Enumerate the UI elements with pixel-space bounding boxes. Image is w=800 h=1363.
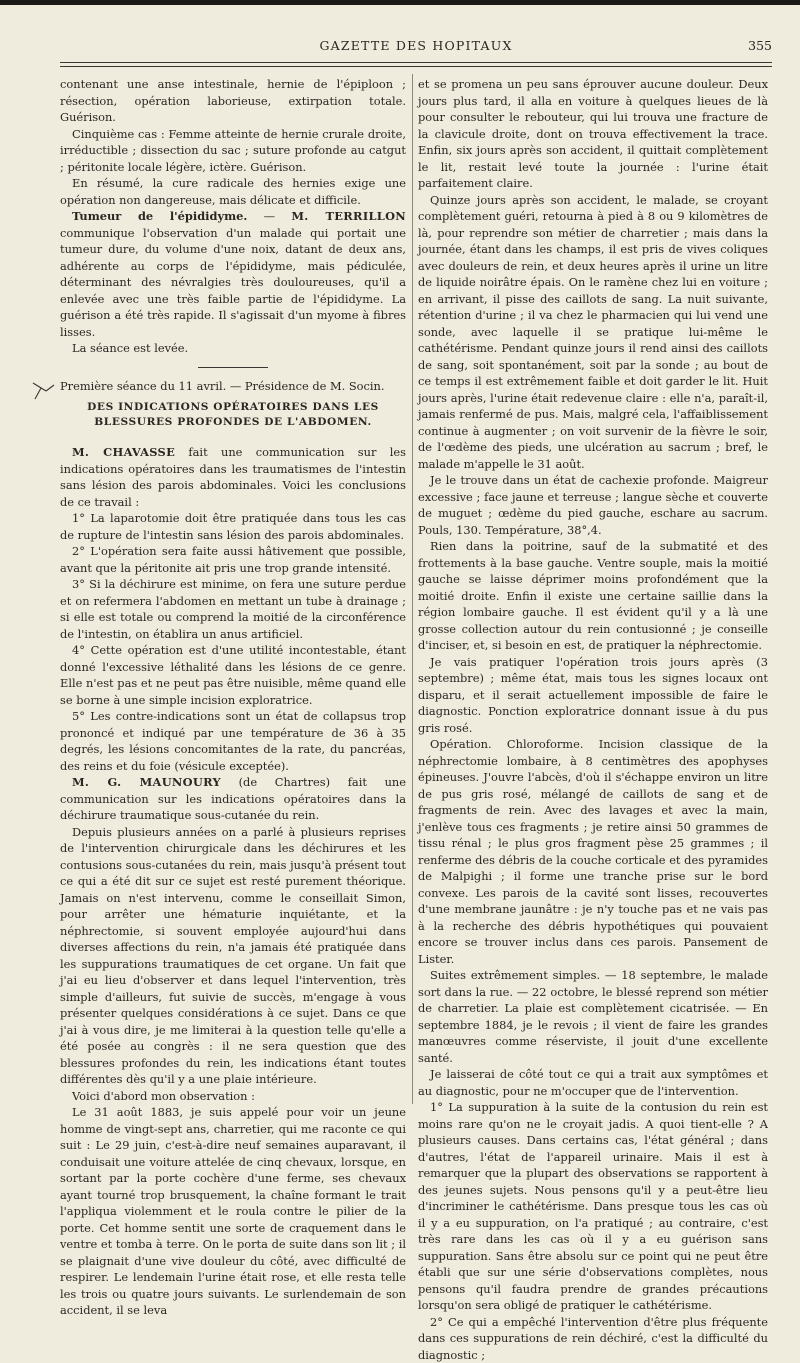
right-column bbox=[418, 76, 768, 1363]
paragraph: Je laisserai de côté tout ce qui a trait aux symptômes et au diagnostic, pour ne m'occuper que de l'intervention. bbox=[418, 1066, 768, 1099]
speaker-name: M. CHAVASSE bbox=[72, 445, 175, 459]
column-divider bbox=[412, 74, 413, 1104]
paragraph: Suites extrêmement simples. — 18 septembre, le malade sort dans la rue. — 22 octobre, le blessé reprend son métier de charretier. La plaie est complètement cicatrisée. — En septembre 1884, je le revois ; il vient de faire les grandes manœuvres comme réserviste, il jouit d'une excellente santé. bbox=[418, 967, 768, 1066]
closing-line: La séance est levée. bbox=[60, 340, 406, 357]
paragraph-epididyme: Tumeur de l'épididyme. — M. TERRILLON communique l'observation d'un malade qui portait une tumeur dure, du volume d'une noix, datant de deux ans, adhérente au corps de l'épididyme, mais pédiculée, déterminant des névralgies très douloureuses, qu'il a enlevée avec une très faible partie de l'épididyme. La guérison a été très rapide. Il s'agissait d'un myome à fibres lisses. bbox=[60, 208, 406, 340]
conclusion-item: 5° Les contre-indications sont un état de collapsus trop prononcé et indiqué par une température de 36 à 35 degrés, les lésions concomitantes de la rate, du pancréas, des reins et du foie (vésicule exceptée). bbox=[60, 708, 406, 774]
paragraph: 1° La suppuration à la suite de la contusion du rein est moins rare qu'on ne le croyait jadis. A quoi tient-elle ? A plusieurs causes. Dans certains cas, l'état général ; dans d'autres, l'état de l'appareil urinaire. Mais il est à remarquer que la plupart des observations se rapportent à des jeunes sujets. Nous pensons qu'il y a peut-être lieu d'incriminer le cathétérisme. Dans presque tous les cas où il y a eu suppuration, on l'a pratiqué ; au contraire, c'est très rare dans les cas où il y a eu guérison sans suppuration. Sans être absolu sur ce point qui ne peut être établi que sur une série d'observations complètes, nous pensons qu'il faudra prendre de grandes précautions lorsqu'on sera obligé de pratiquer le cathétérisme. bbox=[418, 1099, 768, 1314]
left-column bbox=[60, 76, 406, 1319]
paragraph: Opération. Chloroforme. Incision classique de la néphrectomie lombaire, à 8 centimètres des apophyses épineuses. J'ouvre l'abcès, d'où il s'échappe environ un litre de pus gris rosé, mélangé de caillots de sang et de fragments de rein. Avec des lavages et avec la main, j'enlève tous ces fragments ; je retire ainsi 50 grammes de tissu rénal ; le plus gros fragment pèse 25 grammes ; il renferme des débris de la couche corticale et des pyramides de Malpighi ; il forme une tranche prise sur le bord convexe. Les parois de la cavité sont lisses, recouvertes d'une membrane jaunâtre : je n'y touche pas et ne vais pas à la recherche des débris hypothétiques qui pouvaient encore se trouver inclus dans ces parois. Pansement de Lister. bbox=[418, 736, 768, 967]
paragraph: En résumé, la cure radicale des hernies exige une opération non dangereuse, mais délicate et difficile. bbox=[60, 175, 406, 208]
paragraph: Depuis plusieurs années on a parlé à plusieurs reprises de l'intervention chirurgicale dans les déchirures et les contusions sous-cutanées du rein, mais jusqu'à présent tout ce qui a été dit sur ce sujet est resté purement théorique. Jamais on n'est intervenu, comme le conseillait Simon, pour arrêter une hématurie inquiétante, et la néphrectomie, si souvent employée aujourd'hui dans diverses affections du rein, n'a jamais été pratiquée dans les suppurations traumatiques de cet organe. Un fait que j'ai eu lieu d'observer et dans lequel l'intervention, très simple d'ailleurs, fut suivie de succès, m'engage à vous présenter quelques considérations à ce sujet. Dans ce que j'ai à vous dire, je me limiterai à la question telle qu'elle a été posée au congrès : il ne sera question que des blessures profondes du rein, les indications étant toutes différentes dès qu'il y a une plaie intérieure. bbox=[60, 824, 406, 1088]
header-rule-top bbox=[60, 62, 772, 63]
section-title: DES INDICATIONS OPÉRATOIRES DANS LES BLESSURES PROFONDES DE L'ABDOMEN. bbox=[60, 400, 406, 430]
seance-line: Première séance du 11 avril. — Présidence de M. Socin. bbox=[60, 378, 406, 395]
subject-title: Tumeur de l'épididyme. bbox=[72, 209, 247, 223]
paragraph: Je le trouve dans un état de cachexie profonde. Maigreur excessive ; face jaune et terreuse ; langue sèche et couverte de muguet ; œdème du pied gauche, eschare au sacrum. Pouls, 130. Température, 38°,4. bbox=[418, 472, 768, 538]
paragraph: contenant une anse intestinale, hernie de l'épiploon ; résection, opération laborieuse, extirpation totale. Guérison. bbox=[60, 76, 406, 126]
conclusion-item: 3° Si la déchirure est minime, on fera une suture perdue et on refermera l'abdomen en mettant un tube à drainage ; si elle est totale ou comprend la moitié de la circonférence de l'intestin, on établira un anus artificiel. bbox=[60, 576, 406, 642]
speaker-name: M. G. MAUNOURY bbox=[72, 775, 221, 789]
paragraph: Voici d'abord mon observation : bbox=[60, 1088, 406, 1105]
conclusion-item: 2° L'opération sera faite aussi hâtivement que possible, avant que la péritonite ait pris une trop grande intensité. bbox=[60, 543, 406, 576]
paragraph: et se promena un peu sans éprouver aucune douleur. Deux jours plus tard, il alla en voiture à quelques lieues de là pour consulter le rebouteur, qui lui trouva une fracture de la clavicule droite, dont on trouva effectivement la trace. Enfin, six jours après son accident, il quittait complètement le lit, restait levé toute la journée : l'urine était parfaitement claire. bbox=[418, 76, 768, 192]
section-rule bbox=[198, 367, 268, 368]
running-title: GAZETTE DES HOPITAUX bbox=[60, 38, 772, 53]
conclusion-item: 4° Cette opération est d'une utilité incontestable, étant donné l'excessive léthalité dans les lésions de ce genre. Elle n'est pas et ne peut pas être nuisible, même quand elle se borne à une simple incision exploratrice. bbox=[60, 642, 406, 708]
page-number: 355 bbox=[748, 38, 772, 53]
page-header bbox=[60, 38, 772, 58]
top-edge-bar bbox=[0, 0, 800, 5]
header-rule-bottom bbox=[60, 66, 772, 67]
paragraph-maunoury: M. G. MAUNOURY (de Chartres) fait une communication sur les indications opératoires dans la déchirure traumatique sous-cutanée du rein. bbox=[60, 774, 406, 824]
speaker-name: M. TERRILLON bbox=[291, 209, 406, 223]
paragraph: Cinquième cas : Femme atteinte de hernie crurale droite, irréductible ; dissection du sac ; suture profonde au catgut ; péritonite locale légère, ictère. Guérison. bbox=[60, 126, 406, 176]
paragraph: Je vais pratiquer l'opération trois jours après (3 septembre) ; même état, mais tous les signes locaux ont disparu, et il serait actuellement impossible de faire le diagnostic. Ponction exploratrice donnant issue à du pus gris rosé. bbox=[418, 654, 768, 737]
conclusion-item: 1° La laparotomie doit être pratiquée dans tous les cas de rupture de l'intestin sans lésion des parois abdominales. bbox=[60, 510, 406, 543]
paragraph: Quinze jours après son accident, le malade, se croyant complètement guéri, retourna à pied à 8 ou 9 kilomètres de là, pour reprendre son métier de charretier ; mais dans la journée, étant dans les champs, il est pris de vives coliques avec douleurs de rein, et deux heures après il urine un litre de liquide noirâtre épais. On le ramène chez lui en voiture ; en arrivant, il pisse des caillots de sang. La nuit suivante, rétention d'urine ; il va chez le pharmacien qui lui vend une sonde, avec laquelle il se pratique lui-même le cathétérisme. Pendant quinze jours il rend ainsi des caillots de sang, soit spontanément, soit par la sonde ; au bout de ce temps il est extrêmement faible et doit garder le lit. Huit jours après, l'urine était redevenue claire : elle n'a, paraît-il, jamais renfermé de pus. Mais, malgré cela, l'affaiblissement continue à augmenter ; on voit survenir de la fièvre le soir, de l'œdème des pieds, une ulcération au sacrum ; bref, le malade m'appelle le 31 août. bbox=[418, 192, 768, 473]
paragraph: 2° Ce qui a empêché l'intervention d'être plus fréquente dans ces suppurations de rein déchiré, c'est la difficulté du diagnostic ; bbox=[418, 1314, 768, 1363]
margin-check-mark bbox=[32, 376, 56, 400]
paragraph-chavasse: M. CHAVASSE fait une communication sur les indications opératoires dans les traumatismes de l'intestin sans lésion des parois abdominales. Voici les conclusions de ce travail : bbox=[60, 444, 406, 510]
paragraph: Rien dans la poitrine, sauf de la submatité et des frottements à la base gauche. Ventre souple, mais la moitié gauche se laisse déprimer moins profondément que la moitié droite. Enfin il existe une certaine saillie dans la région lombaire gauche. Il est évident qu'il y a là une grosse collection autour du rein contusionné ; je conseille d'inciser, et, si besoin en est, de pratiquer la néphrectomie. bbox=[418, 538, 768, 654]
paragraph: Le 31 août 1883, je suis appelé pour voir un jeune homme de vingt-sept ans, charretier, qui me raconte ce qui suit : Le 29 juin, c'est-à-dire neuf semaines auparavant, il conduisait une voiture attelée de cinq chevaux, lorsque, en sortant par la porte cochère d'une ferme, ses chevaux ayant tourné trop brusquement, la chaîne formant le trait l'appliqua violemment et le roula contre le pilier de la porte. Cet homme sentit une sorte de craquement dans le ventre et tomba à terre. On le porta de suite dans son lit ; il se plaignait d'une vive douleur du côté, avec difficulté de respirer. Le lendemain l'urine était rose, et elle resta telle les trois ou quatre jours suivants. Le surlendemain de son accident, il se leva bbox=[60, 1104, 406, 1319]
